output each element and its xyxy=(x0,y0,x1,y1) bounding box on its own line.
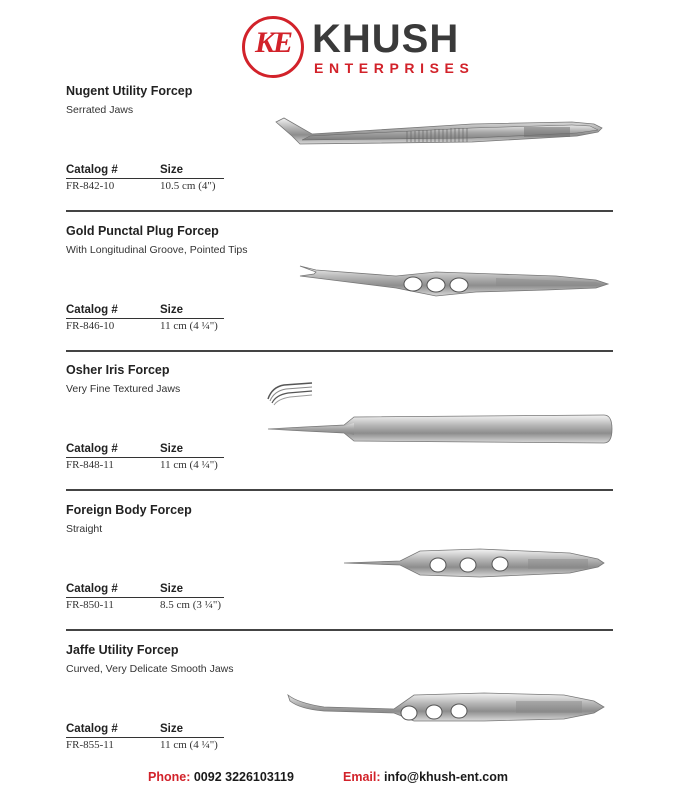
size-value: 11 cm (4 ¼") xyxy=(160,320,218,332)
catalog-number: FR-846-10 xyxy=(66,320,115,332)
size-value: 11 cm (4 ¼") xyxy=(160,739,218,751)
brand-name: KHUSH xyxy=(312,17,460,61)
size-value: 11 cm (4 ¼") xyxy=(160,459,218,471)
product-title: Nugent Utility Forcep xyxy=(66,84,193,98)
email-address[interactable]: info@khush-ent.com xyxy=(384,770,508,784)
product-description: Serrated Jaws xyxy=(66,104,134,116)
catalog-number: FR-848-11 xyxy=(66,459,114,471)
section-divider xyxy=(66,210,613,212)
section-divider xyxy=(66,629,613,631)
header-underline xyxy=(66,178,224,179)
size-value: 8.5 cm (3 ¼") xyxy=(160,599,222,611)
product-description: Straight xyxy=(66,523,103,535)
phone-number[interactable]: 0092 3226103119 xyxy=(193,770,294,784)
product-card xyxy=(0,224,689,363)
product-description: Curved, Very Delicate Smooth Jaws xyxy=(66,663,234,675)
catalog-label: Catalog # xyxy=(66,723,118,735)
header-underline xyxy=(66,318,224,319)
catalog-label: Catalog # xyxy=(66,583,118,595)
size-label: Size xyxy=(160,304,184,316)
product-title: Osher Iris Forcep xyxy=(66,363,170,377)
email-contact xyxy=(343,770,508,784)
catalog-label: Catalog # xyxy=(66,164,118,176)
size-label: Size xyxy=(160,723,184,735)
company-logo xyxy=(238,14,475,80)
catalog-number: FR-855-11 xyxy=(66,739,114,751)
product-card xyxy=(0,503,689,642)
nugent-forcep-image xyxy=(272,114,612,162)
email-label: Email: xyxy=(343,770,381,784)
header-underline xyxy=(66,457,224,458)
phone-contact xyxy=(148,770,294,784)
osher-iris-forcep-image xyxy=(264,409,614,449)
product-description: With Longitudinal Groove, Pointed Tips xyxy=(66,244,248,256)
product-card xyxy=(0,363,689,502)
size-value: 10.5 cm (4") xyxy=(160,180,216,192)
catalog-number: FR-850-11 xyxy=(66,599,114,611)
section-divider xyxy=(66,489,613,491)
product-card xyxy=(0,643,689,782)
logo-mark: KE xyxy=(254,26,292,59)
product-title: Foreign Body Forcep xyxy=(66,503,192,517)
foreign-body-forcep-image xyxy=(340,541,610,587)
catalog-label: Catalog # xyxy=(66,304,118,316)
tip-detail-image xyxy=(264,379,316,409)
product-description: Very Fine Textured Jaws xyxy=(66,383,181,395)
jaffe-forcep-image xyxy=(284,681,614,733)
size-label: Size xyxy=(160,443,184,455)
header-underline xyxy=(66,597,224,598)
product-card xyxy=(0,84,689,223)
catalog-number: FR-842-10 xyxy=(66,180,115,192)
size-label: Size xyxy=(160,583,184,595)
brand-tagline: ENTERPRISES xyxy=(314,60,475,76)
punctal-plug-forcep-image xyxy=(296,258,616,302)
header-underline xyxy=(66,737,224,738)
section-divider xyxy=(66,350,613,352)
phone-label: Phone: xyxy=(148,770,191,784)
product-title: Jaffe Utility Forcep xyxy=(66,643,179,657)
size-label: Size xyxy=(160,164,184,176)
catalog-label: Catalog # xyxy=(66,443,118,455)
product-title: Gold Punctal Plug Forcep xyxy=(66,224,219,238)
